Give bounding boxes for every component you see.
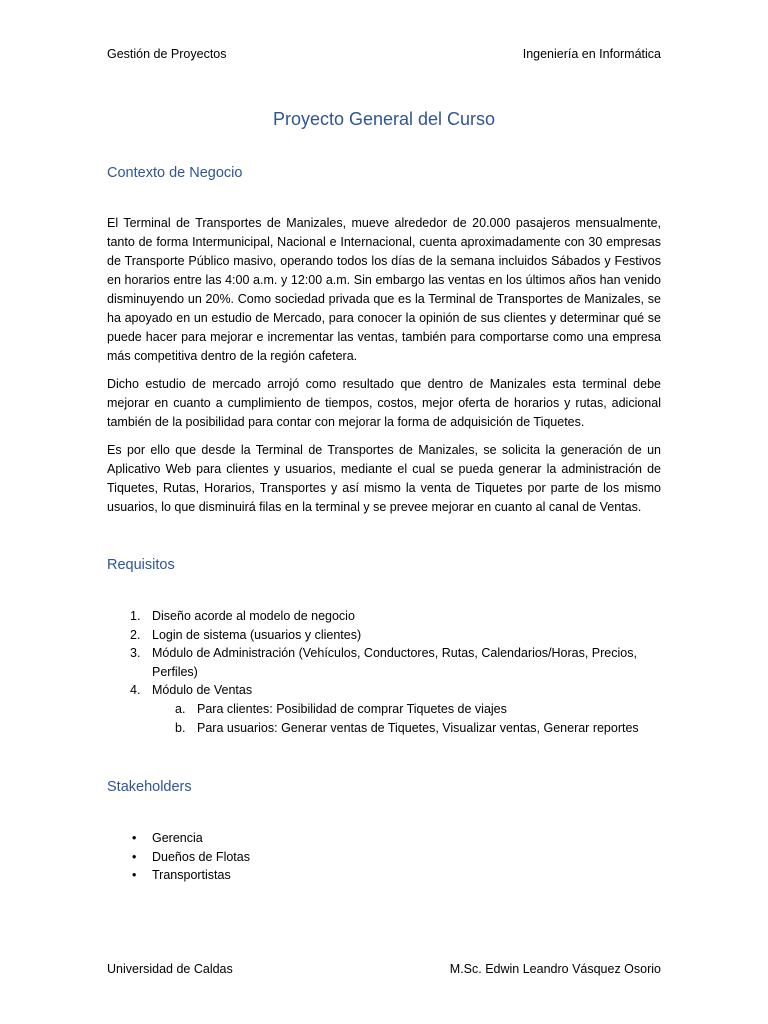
list-item xyxy=(107,681,661,737)
list-item-text: Para usuarios: Generar ventas de Tiquetes, Visualizar ventas, Generar reportes xyxy=(197,720,639,735)
list-item xyxy=(107,644,661,681)
stakeholders-heading: Stakeholders xyxy=(107,779,192,795)
list-item-text: Diseño acorde al modelo de negocio xyxy=(152,609,355,623)
bullet-icon: • xyxy=(132,868,137,883)
list-item-text: Para clientes: Posibilidad de comprar Tiquetes de viajes xyxy=(197,701,507,716)
context-paragraph: Dicho estudio de mercado arrojó como resultado que dentro de Manizales esta terminal debe mejorar en cuanto a cumplimiento de tiempos, costos, mejor oferta de horarios y rutas, adicional también de la posibilidad para contar con mejorar la forma de adquisición de Tiquetes. xyxy=(107,377,661,429)
header-right: Ingeniería en Informática xyxy=(522,47,661,61)
page-title: Proyecto General del Curso xyxy=(272,109,496,129)
requirements-heading: Requisitos xyxy=(107,557,175,573)
context-paragraph: Es por ello que desde la Terminal de Transportes de Manizales, se solicita la generación de un Aplicativo Web para clientes y usuarios, mediante el cual se pueda generar la administración de Tiquetes, Rutas, Horarios, Transportes y así mismo la venta de Tiquetes por parte de los mismo usuarios, lo que disminuirá filas en la terminal y se prevee mejorar en cuanto al canal de Ventas. xyxy=(107,443,661,514)
list-item xyxy=(107,626,661,645)
list-marker: 2. xyxy=(130,627,141,642)
requirements-list xyxy=(107,607,661,737)
list-item-text: Transportistas xyxy=(152,868,231,883)
sublist-item xyxy=(152,719,661,738)
header-left: Gestión de Proyectos xyxy=(107,47,227,61)
footer-right: M.Sc. Edwin Leandro Vásquez Osorio xyxy=(449,962,661,976)
stakeholders-list xyxy=(107,829,661,885)
list-item-text: Gerencia xyxy=(152,831,203,845)
list-marker: 3. xyxy=(130,646,141,661)
list-item-text: Dueños de Flotas xyxy=(152,849,250,864)
sales-sublist xyxy=(152,700,661,737)
list-marker: 1. xyxy=(130,609,141,623)
sublist-item xyxy=(152,700,661,719)
list-item-text: Módulo de Administración (Vehículos, Conductores, Rutas, Calendarios/Horas, Precios, Perfiles) xyxy=(152,646,637,679)
context-body xyxy=(107,214,661,526)
list-item-text: Módulo de Ventas xyxy=(152,683,253,698)
list-item xyxy=(107,848,661,867)
list-item xyxy=(107,829,661,848)
list-item xyxy=(107,607,661,626)
context-paragraph: El Terminal de Transportes de Manizales, mueve alrededor de 20.000 pasajeros mensualmente, tanto de forma Intermunicipal, Nacional e Internacional, cuenta aproximadamente con 30 empresas de Transporte Público masivo, operando todos los días de la semana incluidos Sábados y Festivos en horarios entre las 4:00 a.m. y 12:00 a.m. Sin embargo las ventas en los últimos años han venido disminuyendo un 20%. Como sociedad privada que es la Terminal de Transportes de Manizales, se ha apoyado en un estudio de Mercado, para conocer la opinión de sus clientes y determinar qué se puede hacer para mejorar e incrementar las ventas, también para comportarse como una empresa más competitiva dentro de la región cafetera. xyxy=(107,216,661,363)
list-marker: 4. xyxy=(130,683,141,698)
list-marker: a. xyxy=(175,701,186,716)
list-marker: b. xyxy=(175,720,186,735)
list-item xyxy=(107,866,661,885)
list-item-text: Login de sistema (usuarios y clientes) xyxy=(152,627,362,642)
bullet-icon: • xyxy=(132,849,137,864)
footer-left: Universidad de Caldas xyxy=(107,962,233,976)
bullet-icon: • xyxy=(132,831,137,845)
context-heading: Contexto de Negocio xyxy=(107,165,243,181)
